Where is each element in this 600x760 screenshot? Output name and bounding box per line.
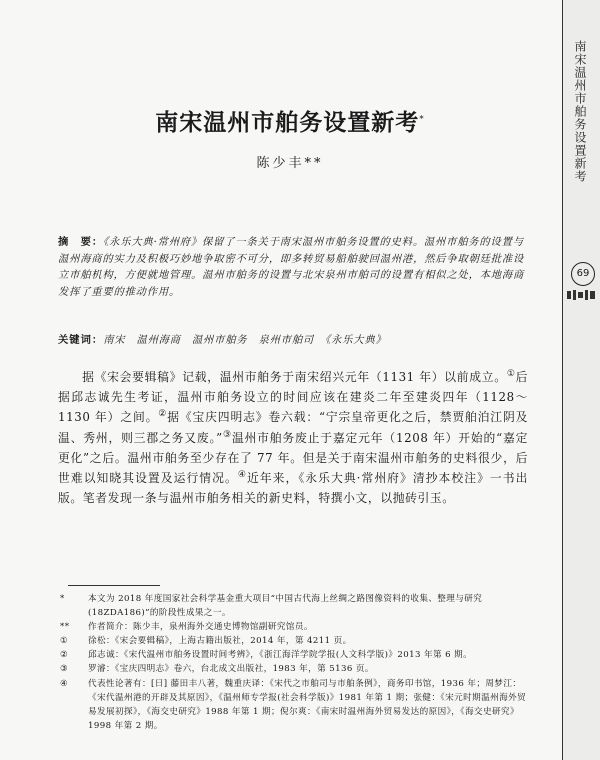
footnotes xyxy=(58,592,528,733)
keywords xyxy=(58,332,528,348)
footnote-ref[interactable]: ① xyxy=(506,369,516,380)
page-number: 69 xyxy=(571,262,595,286)
abstract xyxy=(58,234,528,300)
abstract-text: 《永乐大典·常州府》保留了一条关于南宋温州市舶务设置的史料。温州市舶务的设置与温州海商的实力及积极巧妙地争取密不可分，即多转贸易船舶驶回温州港，然后争取朝廷批准设立市舶机构，方便就地管理。温州市舶务的设置与北宋泉州市舶司的设置有相似之处，本地海商发挥了重要的推动作用。 xyxy=(58,236,525,298)
footnote xyxy=(58,662,528,676)
footnote xyxy=(58,620,528,634)
author-name: 陈少丰** xyxy=(256,156,324,171)
keywords-text: 南宋 温州海商 温州市舶务 泉州市舶司 《永乐大典》 xyxy=(103,334,387,346)
abstract-label: 摘 要： xyxy=(58,236,104,248)
footnote-text: 徐松：《宋会要辑稿》，上海古籍出版社，2014 年，第 4211 页。 xyxy=(88,636,352,647)
paper-title-text: 南宋温州市舶务设置新考 xyxy=(155,110,420,136)
footnote-text: 本文为 2018 年度国家社会科学基金重大项目“中国古代海上丝绸之路图像资料的收集、整理与研究(18ZDA186)”的阶段性成果之一。 xyxy=(88,594,483,619)
journal-logo-icon xyxy=(566,288,596,302)
footnote-mark: ① xyxy=(60,636,69,647)
footnote-text: 作者简介：陈少丰，泉州海外交通史博物馆副研究馆员。 xyxy=(88,622,313,633)
running-head: 南宋温州市舶务设置新考 xyxy=(573,40,587,183)
footnote-mark: ④ xyxy=(60,678,69,689)
footnote-ref[interactable]: ③ xyxy=(222,429,232,440)
footnote xyxy=(58,634,528,648)
footnote-text: 邱志诚：《宋代温州市舶务设置时间考辨》，《浙江海洋学院学报(人文科学版)》2013 年第 6 期。 xyxy=(88,650,473,661)
body-sentence: 据《宝庆四明志》卷六载：“宁宗皇帝更化之后，禁贾舶泊江阴及温、秀州，则三郡之务又废。” xyxy=(58,410,528,445)
footnote-mark: ③ xyxy=(60,664,69,675)
footnote xyxy=(58,592,528,620)
body-sentence: 后据邱志诚先生考证，温州市舶务设立的时间应该在建炎二年至建炎四年（1128～1130 年）之间。 xyxy=(58,370,529,425)
footnote-text: 罗濬：《宝庆四明志》卷六，台北成文出版社，1983 年，第 5136 页。 xyxy=(88,664,374,675)
footnote-ref[interactable]: ② xyxy=(158,409,168,420)
body-sentence: 近年来，《永乐大典·常州府》清抄本校注》一书出版。笔者发现一条与温州市舶务相关的新史料，特撰小文，以抛砖引玉。 xyxy=(58,471,529,506)
footnote-mark: ** xyxy=(60,622,70,633)
footnote xyxy=(58,648,528,662)
paper-title xyxy=(40,104,540,137)
footnote-mark: * xyxy=(60,594,65,604)
side-margin-rule xyxy=(562,0,563,760)
footnote-divider xyxy=(68,585,160,586)
title-footnote-marker: * xyxy=(419,114,425,125)
footnote xyxy=(58,677,528,733)
body-sentence: 温州市舶务废止于嘉定元年（1208 年）开始的“嘉定更化”之后。温州市舶务至少存在了 77 年。但是关于南宋温州市舶务的史料很少，后世难以知晓其设置及运行情况。 xyxy=(58,430,528,486)
footnote-text: 代表性论著有：[日] 藤田丰八著，魏重庆译：《宋代之市舶司与市舶条例》，商务印书馆，1936 年；周梦江：《宋代温州港的开辟及其原因》，《温州师专学报(社会科学版)》1981 年第 1 期；张健：《宋元时期温州海外贸易发展初探》，《海交史研究》1988 年第 1 期；倪尔爽：《南宋时温州海外贸易发达的原因》，《海交史研究》1998 年第 2 期。 xyxy=(88,678,527,731)
keywords-label: 关键词： xyxy=(58,334,104,346)
body-paragraph xyxy=(58,367,528,508)
footnote-ref[interactable]: ④ xyxy=(237,470,247,481)
body-sentence: 据《宋会要辑稿》记载，温州市舶务于南宋绍兴元年（1131 年）以前成立。 xyxy=(82,370,507,384)
footnote-mark: ② xyxy=(60,650,69,661)
